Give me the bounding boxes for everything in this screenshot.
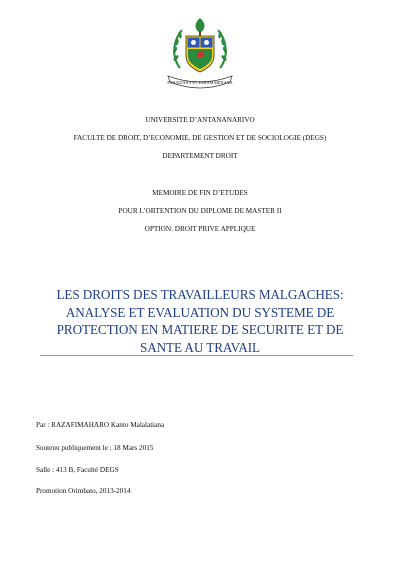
seal-motto-text: FAHAIZANA SY FAHAMARINANA [167, 80, 233, 85]
memoire-option: OPTION: DROIT PRIVE APPLIQUE [144, 225, 256, 233]
thesis-title-line-2: ANALYSE ET EVALUATION DU SYSTEME DE [65, 304, 335, 320]
faculty-name: FACULTE DE DROIT, D’ECONOMIE, DE GESTION ET DE SOCIOLOGIE (DEGS) [73, 134, 327, 142]
university-name: UNIVERSITE D’ANTANANARIVO [145, 116, 255, 124]
memoire-purpose: POUR L’OBTENTION DU DIPLOME DE MASTER II [118, 207, 282, 215]
thesis-title [40, 286, 360, 356]
author-line: Par : RAZAFIMAHARO Kanto Malalatiana [36, 421, 165, 429]
department-name: DEPARTEMENT DROIT [162, 152, 238, 160]
memoire-type: MEMOIRE DE FIN D’ETUDES [152, 189, 248, 197]
room-line: Salle : 413 B, Faculté DEGS [36, 466, 119, 474]
title-divider [40, 355, 353, 356]
thesis-title-line-3: PROTECTION EN MATIERE DE SECURITE ET DE [56, 322, 344, 337]
promotion-line: Promotion Orimbato, 2013-2014 [36, 487, 131, 495]
thesis-title-line-4: SANTE AU TRAVAIL [139, 339, 261, 355]
defense-date-line: Soutenu publiquement le : 18 Mars 2015 [36, 444, 154, 452]
thesis-title-line-1: LES DROITS DES TRAVAILLEURS MALGACHES: [56, 287, 344, 302]
university-seal-logo [150, 14, 250, 94]
